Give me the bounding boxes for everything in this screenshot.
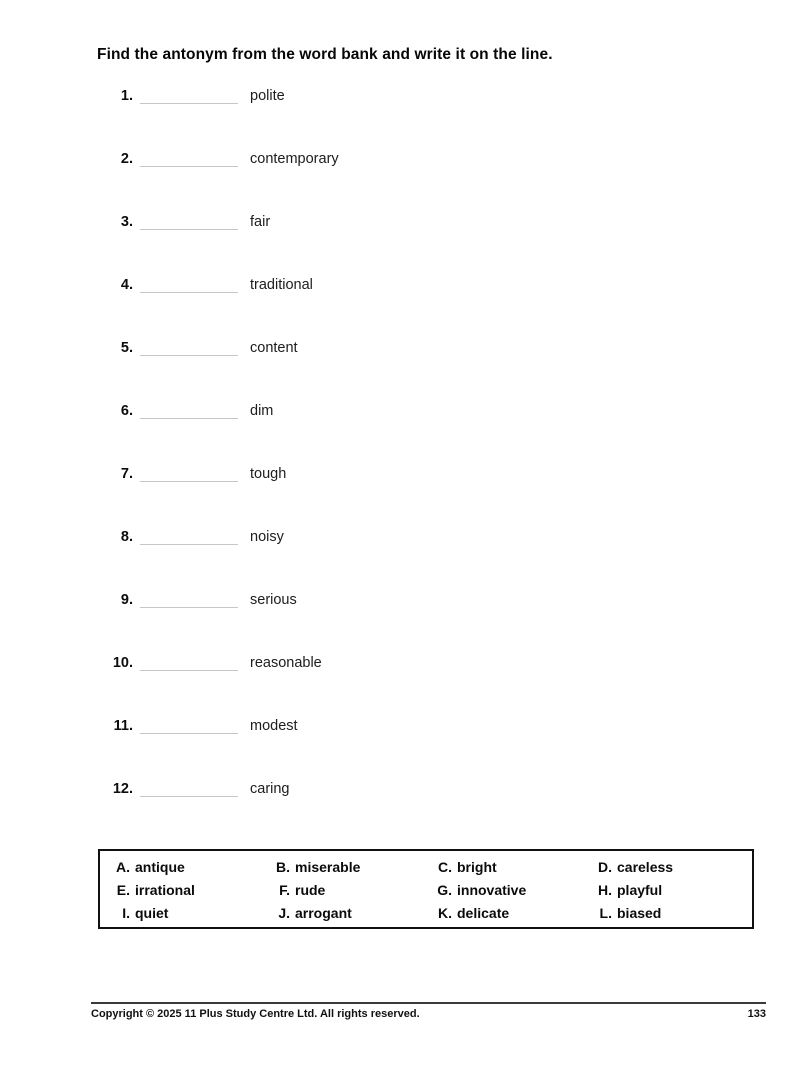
word-bank-word: innovative xyxy=(457,882,527,898)
word-bank-word: playful xyxy=(617,882,663,898)
question-number: 2. xyxy=(120,151,133,167)
word-bank-entry xyxy=(272,856,434,879)
word-bank-word: rude xyxy=(295,882,326,898)
word-bank-grid xyxy=(112,856,752,925)
question-row xyxy=(93,464,339,527)
question-number: 10. xyxy=(112,655,133,671)
answer-blank[interactable] xyxy=(140,464,238,482)
answer-blank[interactable] xyxy=(140,527,238,545)
word-bank-word: quiet xyxy=(135,905,169,921)
question-row xyxy=(93,149,339,212)
word-bank-word: irrational xyxy=(135,882,195,898)
question-number: 8. xyxy=(120,529,133,545)
word-bank-letter: L. xyxy=(599,905,612,921)
word-bank-word: miserable xyxy=(295,859,361,875)
word-bank-entry xyxy=(112,879,272,902)
word-bank-entry xyxy=(434,902,594,925)
word-bank-entry xyxy=(272,879,434,902)
question-number: 12. xyxy=(112,781,133,797)
page-title: Find the antonym from the word bank and write it on the line. xyxy=(97,46,553,63)
question-row xyxy=(93,653,339,716)
question-list xyxy=(93,86,339,842)
question-number: 1. xyxy=(120,88,133,104)
prompt-word: traditional xyxy=(250,277,313,293)
word-bank-entry xyxy=(112,902,272,925)
prompt-word: dim xyxy=(250,403,274,419)
question-number: 11. xyxy=(113,718,133,734)
word-bank-letter: I. xyxy=(122,905,130,921)
answer-blank[interactable] xyxy=(140,716,238,734)
word-bank-word: delicate xyxy=(457,905,510,921)
answer-blank[interactable] xyxy=(140,86,238,104)
prompt-word: noisy xyxy=(250,529,284,545)
question-number: 6. xyxy=(120,403,133,419)
word-bank-letter: D. xyxy=(598,859,612,875)
answer-blank[interactable] xyxy=(140,779,238,797)
word-bank-entry xyxy=(594,856,752,879)
answer-blank[interactable] xyxy=(140,275,238,293)
word-bank-entry xyxy=(434,879,594,902)
question-number: 7. xyxy=(120,466,133,482)
answer-blank[interactable] xyxy=(140,401,238,419)
question-row xyxy=(93,86,339,149)
word-bank-word: antique xyxy=(135,859,185,875)
word-bank-box xyxy=(98,849,754,929)
answer-blank[interactable] xyxy=(140,338,238,356)
question-number: 9. xyxy=(120,592,133,608)
word-bank-entry xyxy=(434,856,594,879)
prompt-word: caring xyxy=(250,781,290,797)
word-bank-letter: A. xyxy=(116,859,130,875)
question-row xyxy=(93,779,339,842)
word-bank-letter: G. xyxy=(437,882,452,898)
word-bank-letter: J. xyxy=(278,905,290,921)
word-bank-letter: K. xyxy=(438,905,452,921)
copyright-text: Copyright © 2025 11 Plus Study Centre Ltd. All rights reserved. xyxy=(91,1008,420,1020)
question-number: 5. xyxy=(120,340,133,356)
word-bank-letter: B. xyxy=(276,859,290,875)
question-row xyxy=(93,275,339,338)
word-bank-word: arrogant xyxy=(295,905,352,921)
question-row xyxy=(93,338,339,401)
footer-divider xyxy=(91,1002,766,1004)
prompt-word: content xyxy=(250,340,298,356)
word-bank-letter: H. xyxy=(598,882,612,898)
prompt-word: polite xyxy=(250,88,285,104)
question-row xyxy=(93,401,339,464)
answer-blank[interactable] xyxy=(140,212,238,230)
question-row xyxy=(93,527,339,590)
question-row xyxy=(93,716,339,779)
word-bank-entry xyxy=(112,856,272,879)
question-number: 4. xyxy=(120,277,133,293)
word-bank-letter: C. xyxy=(438,859,452,875)
page-number: 133 xyxy=(747,1008,766,1020)
word-bank-word: biased xyxy=(617,905,662,921)
question-row xyxy=(93,212,339,275)
word-bank-entry xyxy=(594,902,752,925)
answer-blank[interactable] xyxy=(140,149,238,167)
answer-blank[interactable] xyxy=(140,653,238,671)
answer-blank[interactable] xyxy=(140,590,238,608)
word-bank-letter: E. xyxy=(116,882,130,898)
prompt-word: contemporary xyxy=(250,151,339,167)
word-bank-entry xyxy=(272,902,434,925)
prompt-word: reasonable xyxy=(250,655,322,671)
prompt-word: tough xyxy=(250,466,287,482)
word-bank-entry xyxy=(594,879,752,902)
word-bank-word: bright xyxy=(457,859,497,875)
word-bank-letter: F. xyxy=(279,882,290,898)
prompt-word: fair xyxy=(250,214,271,230)
prompt-word: modest xyxy=(250,718,298,734)
word-bank-word: careless xyxy=(617,859,674,875)
question-row xyxy=(93,590,339,653)
prompt-word: serious xyxy=(250,592,297,608)
question-number: 3. xyxy=(120,214,133,230)
